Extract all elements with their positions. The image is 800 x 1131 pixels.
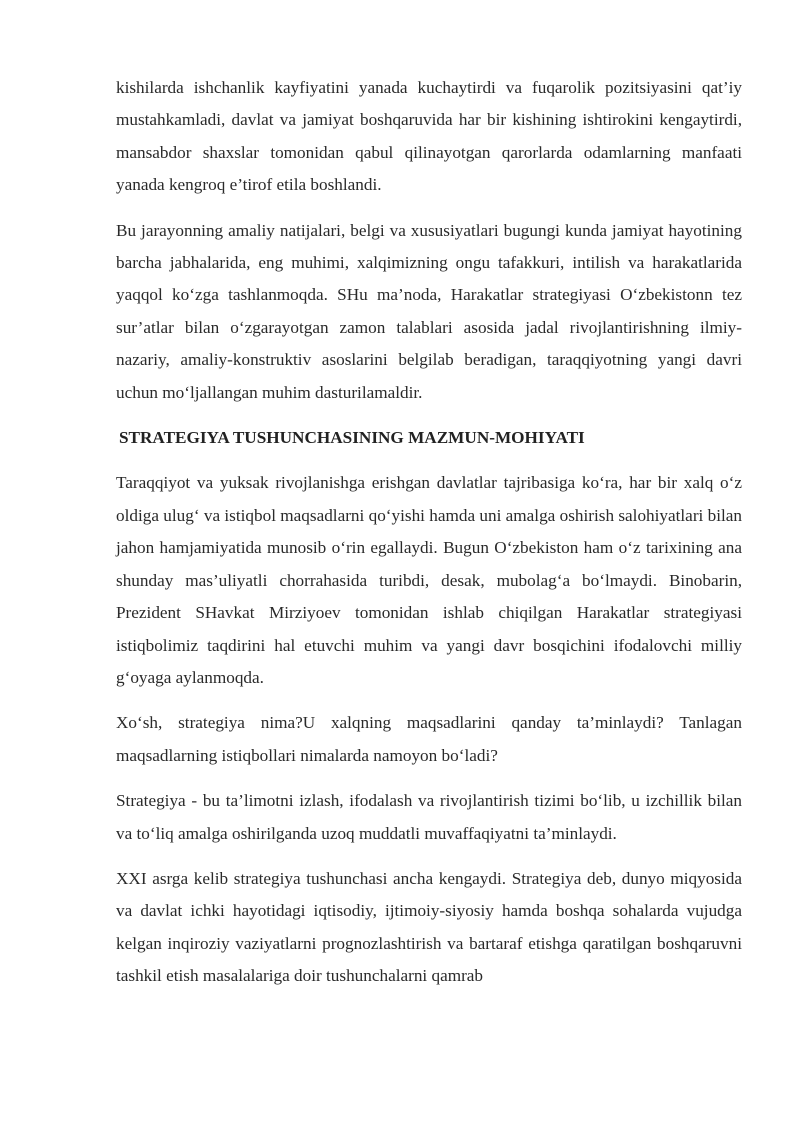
paragraph-4: Xo‘sh, strategiya nima?U xalqning maqsadlarini qanday ta’minlaydi? Tanlagan maqsadlarning istiqbollari nimalarda namoyon bo‘ladi? [116, 713, 742, 765]
section-heading: STRATEGIYA TUSHUNCHASINING MAZMUN-MOHIYATI [119, 428, 585, 448]
paragraph-6: XXI asrga kelib strategiya tushunchasi ancha kengaydi. Strategiya deb, dunyo miqyosida va davlat ichki hayotidagi iqtisodiy, ijtimoiy-siyosiy hamda boshqa sohalarda vujudga kelgan inqiroziy vaziyatlarni prognozlashtirish va bartaraf etishga qaratilgan boshqaruvni tashkil etish masalalariga doir tushunchalarni qamrab [116, 868, 742, 986]
document-page [116, 72, 742, 1006]
paragraph-2: Bu jarayonning amaliy natijalari, belgi va xususiyatlari bugungi kunda jamiyat hayotining barcha jabhalarida, eng muhimi, xalqimizning ongu tafakkuri, intilish va harakatlarida yaqqol ko‘zga tashlanmoqda. SHu ma’noda, Harakatlar strategiyasi O‘zbekistonn tez sur’atlar bilan o‘zgarayotgan zamon talablari asosida jadal rivojlantirishning ilmiy-nazariy, amaliy-konstruktiv asoslarini belgilab beradigan, taraqqiyotning yangi davri uchun mo‘ljallangan muhim dasturilamaldir. [116, 220, 742, 402]
paragraph-1: kishilarda ishchanlik kayfiyatini yanada kuchaytirdi va fuqarolik pozitsiyasini qat’iy mustahkamladi, davlat va jamiyat boshqaruvida har bir kishining ishtirokini kengaytirdi, mansabdor shaxslar tomonidan qabul qilinayotgan qarorlarda odamlarning manfaati yanada kengroq e’tirof etila boshlandi. [116, 78, 742, 195]
paragraph-3: Taraqqiyot va yuksak rivojlanishga erishgan davlatlar tajribasiga ko‘ra, har bir xalq o‘z oldiga ulug‘ va istiqbol maqsadlarni qo‘yishi hamda uni amalga oshirish salohiyatlari bilan jahon hamjamiyatida munosib o‘rin egallaydi. Bugun O‘zbekiston ham o‘z tarixining ana shunday mas’uliyatli chorrahasida turibdi, desak, mubolag‘a bo‘lmaydi. Binobarin, Prezident SHavkat Mirziyoev tomonidan ishlab chiqilgan Harakatlar strategiyasi istiqbolimiz taqdirini hal etuvchi muhim va yangi davr bosqichini ifodalovchi milliy g‘oyaga aylanmoqda. [116, 473, 742, 687]
paragraph-5: Strategiya - bu ta’limotni izlash, ifodalash va rivojlantirish tizimi bo‘lib, u izchillik bilan va to‘liq amalga oshirilganda uzoq muddatli muvaffaqiyatni ta’minlaydi. [116, 791, 742, 843]
